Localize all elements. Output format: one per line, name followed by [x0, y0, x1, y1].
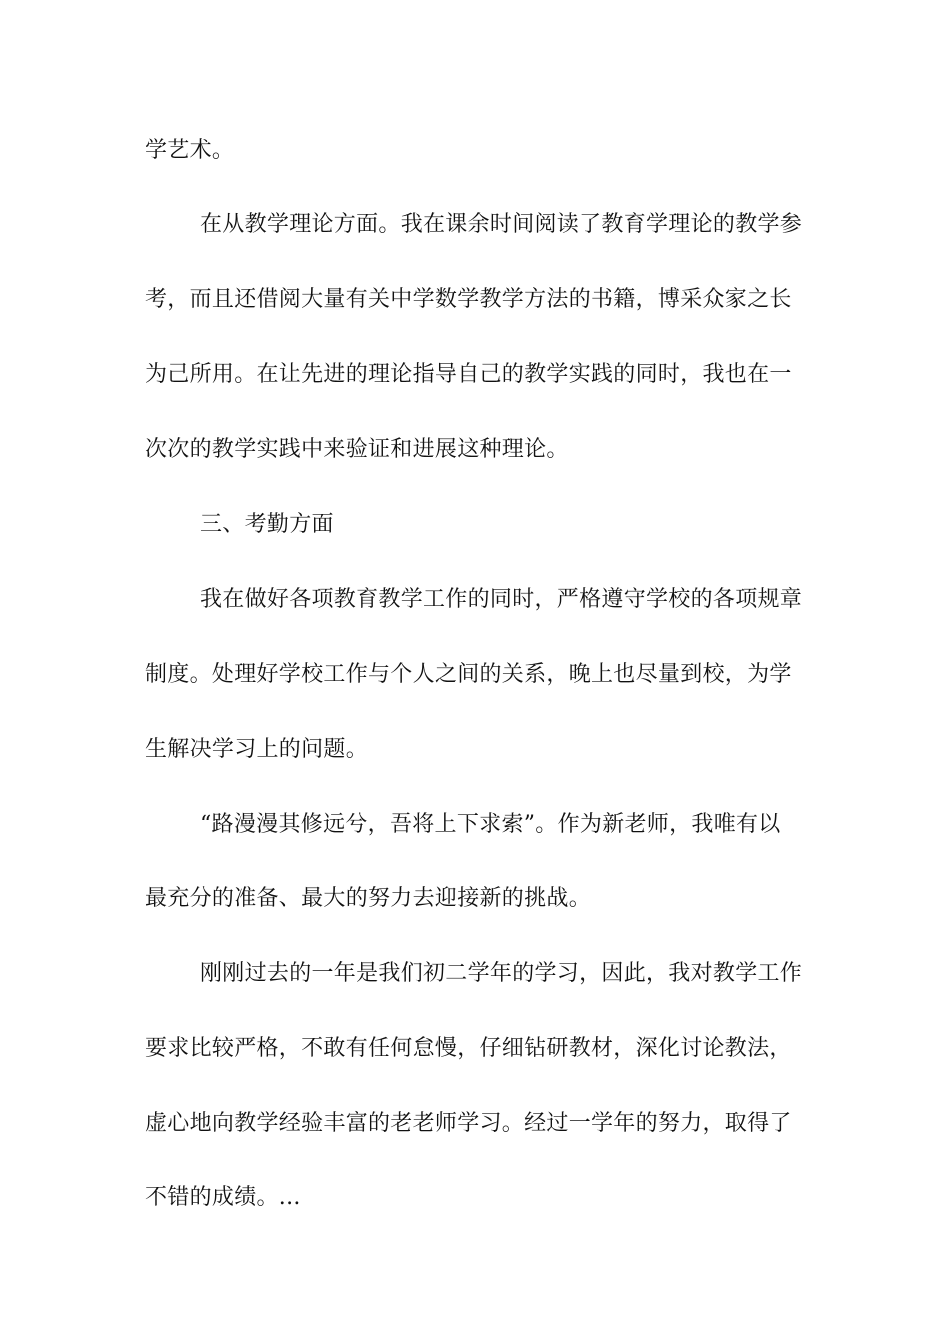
paragraph-summary-line-2: 要求比较严格，不敢有任何怠慢，仔细钻研教材，深化讨论教法，: [145, 1036, 792, 1061]
paragraph-attendance-line-1: 我在做好各项教育教学工作的同时，严格遵守学校的各项规章: [200, 587, 803, 612]
paragraph-attendance-line-3: 生解决学习上的问题。: [145, 737, 369, 762]
paragraph-teaching-theory-line-1: 在从教学理论方面。我在课余时间阅读了教育学理论的教学参: [200, 212, 803, 237]
paragraph-quote-line-1: “路漫漫其修远兮，吾将上下求索”。作为新老师，我唯有以: [200, 812, 781, 837]
section-heading-attendance: 三、考勤方面: [200, 512, 334, 537]
paragraph-summary-line-4: 不错的成绩。...: [145, 1185, 301, 1210]
paragraph-quote-line-2: 最充分的准备、最大的努力去迎接新的挑战。: [145, 886, 592, 911]
paragraph-teaching-theory-line-2: 考，而且还借阅大量有关中学数学教学方法的书籍，博采众家之长: [145, 287, 792, 312]
text-line-1: 学艺术。: [145, 138, 235, 163]
paragraph-summary-line-3: 虚心地向教学经验丰富的老老师学习。经过一学年的努力，取得了: [145, 1111, 792, 1136]
paragraph-attendance-line-2: 制度。处理好学校工作与个人之间的关系，晚上也尽量到校，为学: [145, 662, 792, 687]
paragraph-summary-line-1: 刚刚过去的一年是我们初二学年的学习，因此，我对教学工作: [200, 961, 803, 986]
paragraph-teaching-theory-line-3: 为己所用。在让先进的理论指导自己的教学实践的同时，我也在一: [145, 362, 792, 387]
paragraph-teaching-theory-line-4: 次次的教学实践中来验证和进展这种理论。: [145, 437, 569, 462]
